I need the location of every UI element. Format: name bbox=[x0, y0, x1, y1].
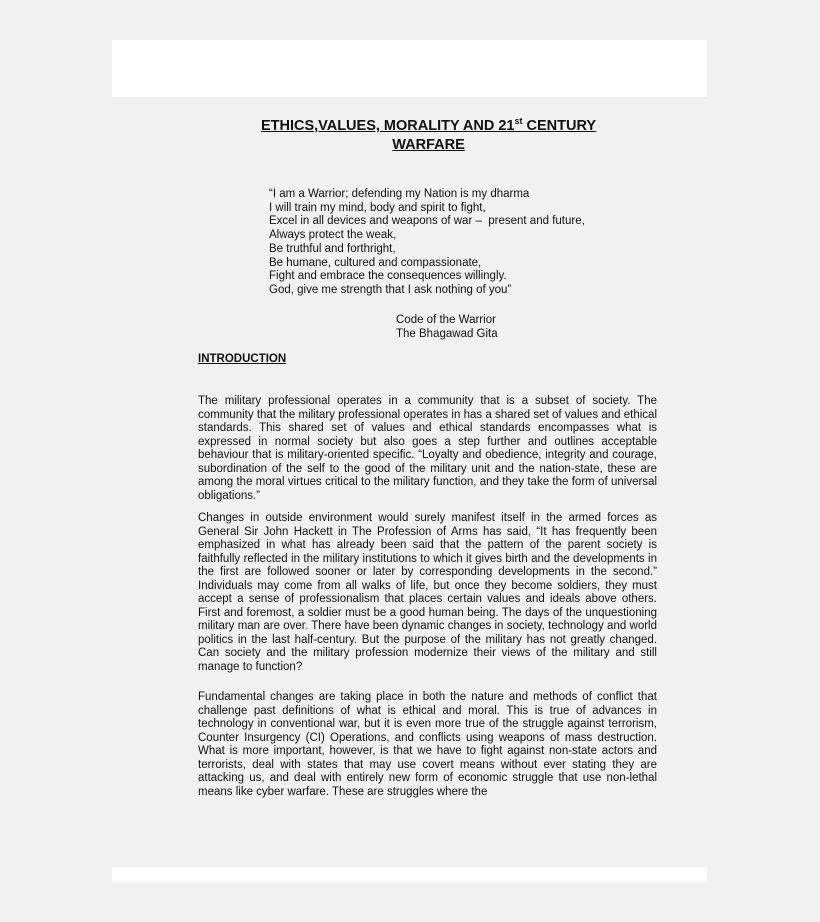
quote-line: “I am a Warrior; defending my Nation is my dharma bbox=[269, 188, 530, 200]
attribution-line: The Bhagawad Gita bbox=[396, 328, 498, 340]
title-superscript: st bbox=[514, 116, 523, 126]
body-paragraph: The military professional operates in a community that is a subset of society. The community that the military professional operates in has a shared set of values and ethical standards. This shared set of values and ethical standards encompasses what is expressed in normal society but also goes a step further and outlines acceptable behaviour that is military-oriented specific. “Loyalty and obedience, integrity and courage, subordination of the self to the good of the military unit and the nation-state, these are among the moral virtues critical to the military function, and they take the form of universal obligations.” bbox=[198, 395, 657, 502]
document-title bbox=[112, 117, 745, 155]
section-heading-introduction: INTRODUCTION bbox=[198, 353, 287, 365]
page-footer-strip bbox=[112, 867, 707, 882]
quote-line: Fight and embrace the consequences willingly. bbox=[269, 270, 507, 283]
page-header-strip bbox=[112, 40, 707, 97]
quote-line: Be truthful and forthright, bbox=[269, 242, 396, 255]
body-paragraph: Changes in outside environment would surely manifest itself in the armed forces as General Sir John Hackett in The Profession of Arms has said, “It has frequently been emphasized in what has already been said that the pattern of the parent society is faithfully reflected in the military institutions to which it gives birth and the developments in the first are followed sooner or later by corresponding developments in the second.” Individuals may come from all walks of life, but once they become soldiers, they must accept a sense of professionalism that places certain values and ideals above others. First and foremost, a soldier must be a good human being. The days of the unquestioning military man are over. There have been dynamic changes in society, technology and world politics in the last half-century. But the purpose of the military has not greatly changed. Can society and the military profession modernize their views of the military and still manage to function? bbox=[198, 512, 657, 673]
quote-line: Excel in all devices and weapons of war – present and future, bbox=[269, 215, 585, 228]
epigraph-quote bbox=[269, 188, 585, 298]
body-paragraph: Fundamental changes are taking place in both the nature and methods of conflict that challenge past definitions of what is ethical and moral. This is true of advances in technology in conventional war, but it is even more true of the struggle against terrorism, Counter Insurgency (CI) Operations, and conflicts using weapons of mass destruction. What is more important, however, is that we have to fight against non-state actors and terrorists, deal with states that may use covert means without ever stating they are attacking us, and deal with entirely new form of economic struggle that use non-lethal means like cyber warfare. These are struggles where the bbox=[198, 691, 657, 798]
quote-line: God, give me strength that I ask nothing of you” bbox=[269, 283, 512, 296]
quote-line: Always protect the weak, bbox=[269, 229, 397, 242]
title-line1-text: ETHICS,VALUES, MORALITY AND 21 bbox=[260, 118, 515, 134]
attribution-line: Code of the Warrior bbox=[396, 314, 496, 326]
document-page bbox=[112, 97, 707, 867]
quote-line: I will train my mind, body and spirit to fight, bbox=[269, 201, 486, 214]
title-line1-end: CENTURY bbox=[522, 118, 597, 134]
quote-attribution bbox=[396, 313, 498, 341]
title-line2-text: WARFARE bbox=[392, 137, 465, 153]
quote-line: Be humane, cultured and compassionate, bbox=[269, 256, 482, 269]
